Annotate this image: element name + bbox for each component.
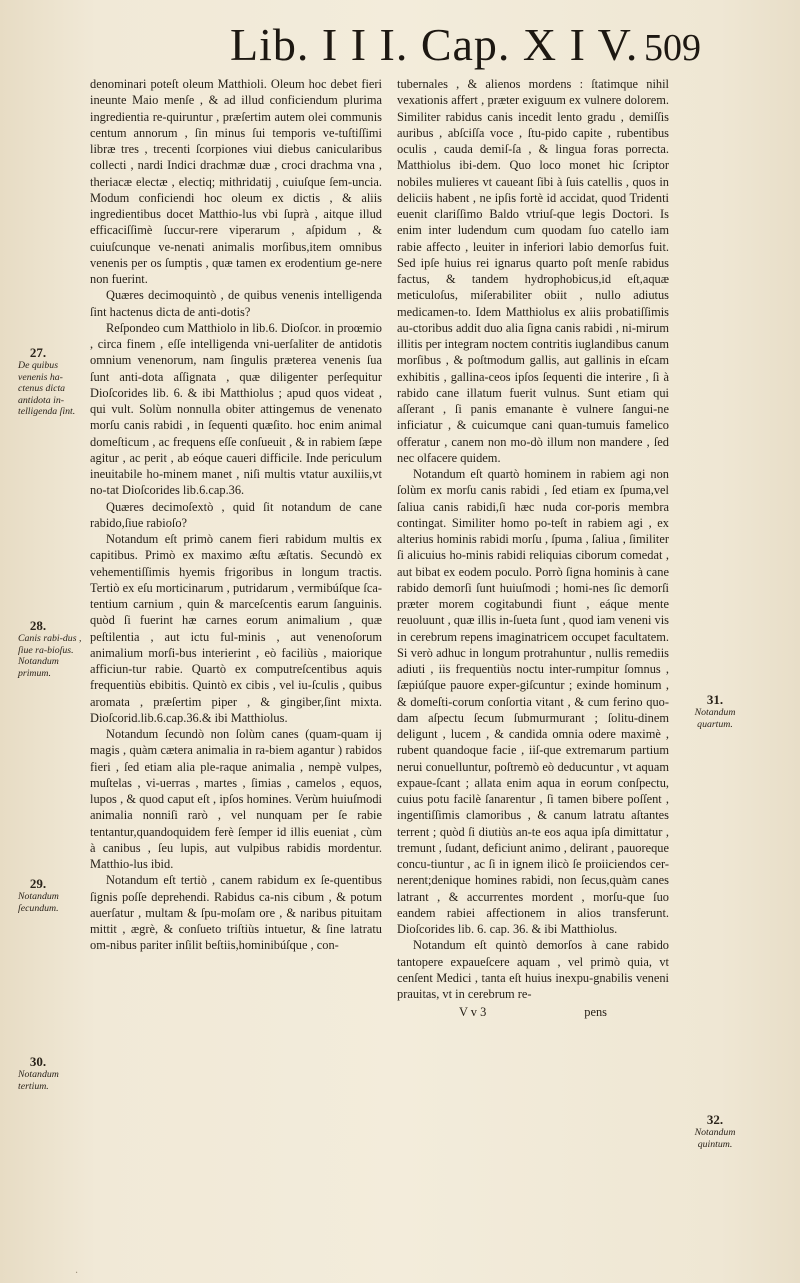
margin-note-number: 28.: [29, 618, 47, 633]
margin-note-text: Notandum ſecundum.: [18, 891, 59, 914]
margin-note-number: 32.: [706, 1112, 724, 1127]
margin-note-text: Canis rabi-dus , ſiue ra-bioſus. Notandum primum.: [18, 633, 82, 679]
margin-note-text: Notandum quartum.: [694, 707, 736, 730]
footer-line: [397, 1004, 669, 1020]
page-corner-mark: ·: [75, 1268, 79, 1279]
margin-note-text: Notandum quintum.: [694, 1127, 736, 1150]
paragraph: tubernales , & alienos mordens : ſtatimque nihil vexationis affert , præter exiguum ex vulnere dolorem. Similiter rabidus canis incedit lento gradu , demiſſis auribus , abſciſſa voce , ſtu-pido capite , rubentibus oculis , cauda demiſ-ſa , & lingua foras porrecta. Matthiolus ibi-dem. Quo loco monet hic ſcriptor nobiles mulieres vt caueant ſibi à ſuis catellis , quos in deliciis habent , ne ipſis fortè id accidat, quod Tridenti euenit clariſſimo Baldo vtriuſ-que legis Doctori. Is enim inter ludendum cum quodam ſuo catello iam rabie affecto , leuiter in inferiori labio demorſus fuit. Sed ipſe huius rei ignarus quarto poſt menſe rabidus factus, & tandem hydrophobicus,id eſt,aquæ meticuloſus, miſerabiliter obiit , nullo adiutus medicamen-to. Idem Matthiolus ex aliis probatiſſimis au-ctoribus addit duo alia ſigna canis rabidi , ni-mirum illitis per integram noctem contritis iuglandibus canum morſibus , & poſtmodum gallis, aut gallinis in eſcam exhibitis , gallina-ceos ipſos ſequenti die interire , ſi à rabido cane illatum fuerit vulnus. Sunt etiam qui aſſerant , ſi panis emanante è vulnere ſangui-ne inficiatur , & cuicumque cani quan-tumuis famelico offeratur , canem non mo-dò illum non mandere , ſed nec olfacere quidem.: [397, 77, 669, 465]
margin-note-28: [18, 618, 86, 679]
paragraph: Quæres decimoſextò , quid ſit notandum de cane rabido,ſiue rabioſo?: [90, 499, 382, 530]
paragraph: Notandum eſt quartò hominem in rabiem agi non ſolùm ex morſu canis rabidi , ſed etiam ex ſpuma,vel ſaliua canis rabidi,ſi hæc nuda cor-poris membra contingat. Similiter homo po-teſt in rabiem agi , ex alterius hominis rabidi morſu , ſpuma , ſaliua , ſimiliter ſi alicuius ho-minis rabidi reliquias ciborum comedat , aut bibat ex eodem poculo. Porrò ſigna hominis à cane rabido demorſi ſunt huiuſmodi ; homi-nes ſic demorſi præter morem cogitabundi fiunt , eáque mente reuoluunt , quæ illis in-ſueta ſunt , quod iam veneni vis in cerebrum repens imaginatricem occupet facultatem. Si verò adhuc in longum protrahuntur , nullis remediis adiuti , iis frequentiùs noctu inter-rumpitur ſomnus , ſæpiúſque pauore exper-giſcuntur ; exinde hominum , & domeſti-corum conſortia vitant , & cum ferino quo-dam aſpectu ſecum ſubmurmurant ; ſolitu-dinem deligunt , lucem , & candida omnia odere maximè , rubent quandoque facie , iiſ-que extremarum partium nerui conuelluntur, poſtremò eò deducuntur , vt aquam expaue-ſcant ; allata enim aqua in eorum conſpectu, cuius potu facilè ſanarentur , ſi tamen bibere poſſent , ingentiſſimis clamoribus , & canum latratu aſtantes terrent ; quòd ſi diutiùs an-te eos aqua ipſa dimittatur , tremunt , ſudant, deficiunt animo , delirant , pauoreque concu-tiuntur , ac ſi in ignem ilicò ſe proiiciendos cer-nerent;denique homines rabidi, non ſecus,quàm canes latrant , & accurrentes mordent , morſu-que ſuo eandem rabiei affectionem in alios transferunt. Dioſcorides lib. 6. cap. 36. & ibi Matthiolus.: [397, 467, 669, 936]
margin-note-30: [18, 1054, 86, 1092]
catchword: pens: [584, 1005, 608, 1020]
margin-note-number: 27.: [29, 345, 47, 360]
page-number: 509: [644, 27, 701, 69]
right-column: [397, 76, 669, 1021]
paragraph: Reſpondeo cum Matthiolo in lib.6. Dioſcor. in proœmio , circa finem , eſſe intelligenda vni-uerſaliter de antidotis omnium venenorum, nam ſingulis præterea venenis ſua ſunt anti-dota aſſignata , quæ diligenter perſequitur Dioſcorides lib. 6. & ibi Matthiolus ; apud quos videat , qui vult. Solùm nonnulla obiter attingemus de venenato morſu canis rabidi , in ſequenti quæſito. hoc enim animal domeſticum , ac frequens eſſe conſueuit , & in rabiem ſæpe agitur , ac perit , ab eóque caueri difficile. Inde periculum ineuitabile ho-minem manet , niſi multis vtatur auxiliis,vt no-tat Dioſcorides lib.6.cap.36.: [90, 320, 382, 498]
margin-note-number: 29.: [29, 876, 47, 891]
margin-note-29: [18, 876, 86, 914]
page-header: [0, 18, 800, 68]
paragraph: Notandum eſt primò canem fieri rabidum multis ex capitibus. Primò ex maximo æſtu æſtatis. Secundò ex vehementiſſimis hyemis frigoribus in longum tractis. Tertiò ex eſu morticinarum , putridarum , vermibúſque ſca-tentium carnium , quin & marceſcentis earum ſanguinis. quòd ſi fuerint hæ carnes eorum animalium , quæ peſtilentia , aut ictu ful-minis , aut venenoſorum animalium morſi-bus interierint , eò faciliùs , maiorique afficiun-tur rabie. Quartò ex computreſcentibus aquis frequentiùs ebibitis. Quintò ex cibis , vel iu-ſculis , quibus aromata , præſertim piper , & gingiber,ſint mixta. Dioſcorid.lib.6.cap.36.& ibi Matthiolus.: [90, 532, 382, 725]
margin-note-text: Notandum tertium.: [18, 1069, 59, 1092]
running-head: Lib. I I I. Cap. X I V.: [230, 19, 639, 70]
margin-note-number: 31.: [706, 692, 724, 707]
paragraph: denominari poteſt oleum Matthioli. Oleum hoc debet fieri ineunte Maio menſe , & ad illud conficiendum plurima ingredientia re-quiruntur , præſertim autem olei communis centum annorum , ſin minus ſui temporis ve-tuſtiſſimi libræ tres , trecenti ſcorpiones viui diebus canicularibus collecti , nardi Indici drachmæ duæ , croci drachma vna , theriacæ electæ , electiq; mithridatij , cuiuſque ſem-uncia. Modum conficiendi hoc oleum ex dictis , & aliis ingredientibus docet Matthio-lus vbi ſuprà , aitque illud efficaciſſimè ſuccur-rere viperarum , aſpidum , & cuiuſcunque ve-nenati animalis morſibus,item omnibus venenis per os ſumptis , quæ tamen ex erodentium ge-nere non fuerint.: [90, 77, 382, 286]
paragraph: Quæres decimoquintò , de quibus venenis intelligenda ſint hactenus dicta de anti-dotis?: [90, 288, 382, 319]
margin-note-text: De quibus venenis ha-ctenus dicta antidota in-telligenda ſint.: [18, 360, 76, 417]
paragraph: Notandum eſt tertiò , canem rabidum ex ſe-quentibus ſignis poſſe deprehendi. Rabidus ca-nis cibum , & potum auerſatur , multam & ſpu-moſam ore , & naribus pituitam mittit , ægrè, & conſueto triſtiùs intuetur, & ſine latratu om-nibus pariter inſilit beſtiis,hominibúſque , con-: [90, 873, 382, 953]
margin-note-31: [678, 692, 752, 730]
left-column: [90, 76, 382, 954]
margin-note-number: 30.: [29, 1054, 47, 1069]
paragraph: Notandum eſt quintò demorſos à cane rabido tantopere expaueſcere aquam , vel primò quia, vt cenſent Medici , tanta eſt huius inexpu-gnabilis veneni prauitas, vt in cerebrum re-: [397, 938, 669, 1001]
margin-note-32: [678, 1112, 752, 1150]
signature-mark: V v 3: [458, 1005, 487, 1020]
paragraph: Notandum ſecundò non ſolùm canes (quam-quam ij magis , quàm cætera animalia in ra-biem agantur ) rabidos fieri , ſed etiam alia ple-raque animalia , nempè vulpes, muſtelas , vi-uerras , martes , ſimias , camelos , equos, lupos , & quod caput eſt , ipſos homines. Verùm huiuſmodi animalia nonniſi rarò , vel nunquam per ſe rabie tentantur,quandoquidem ferè ſemper id illis eueniat , cùm à canibus , ſeu lupis, aut vulpibus rabidis mordentur. Matthio-lus ibid.: [90, 727, 382, 871]
margin-note-27: [18, 345, 86, 418]
